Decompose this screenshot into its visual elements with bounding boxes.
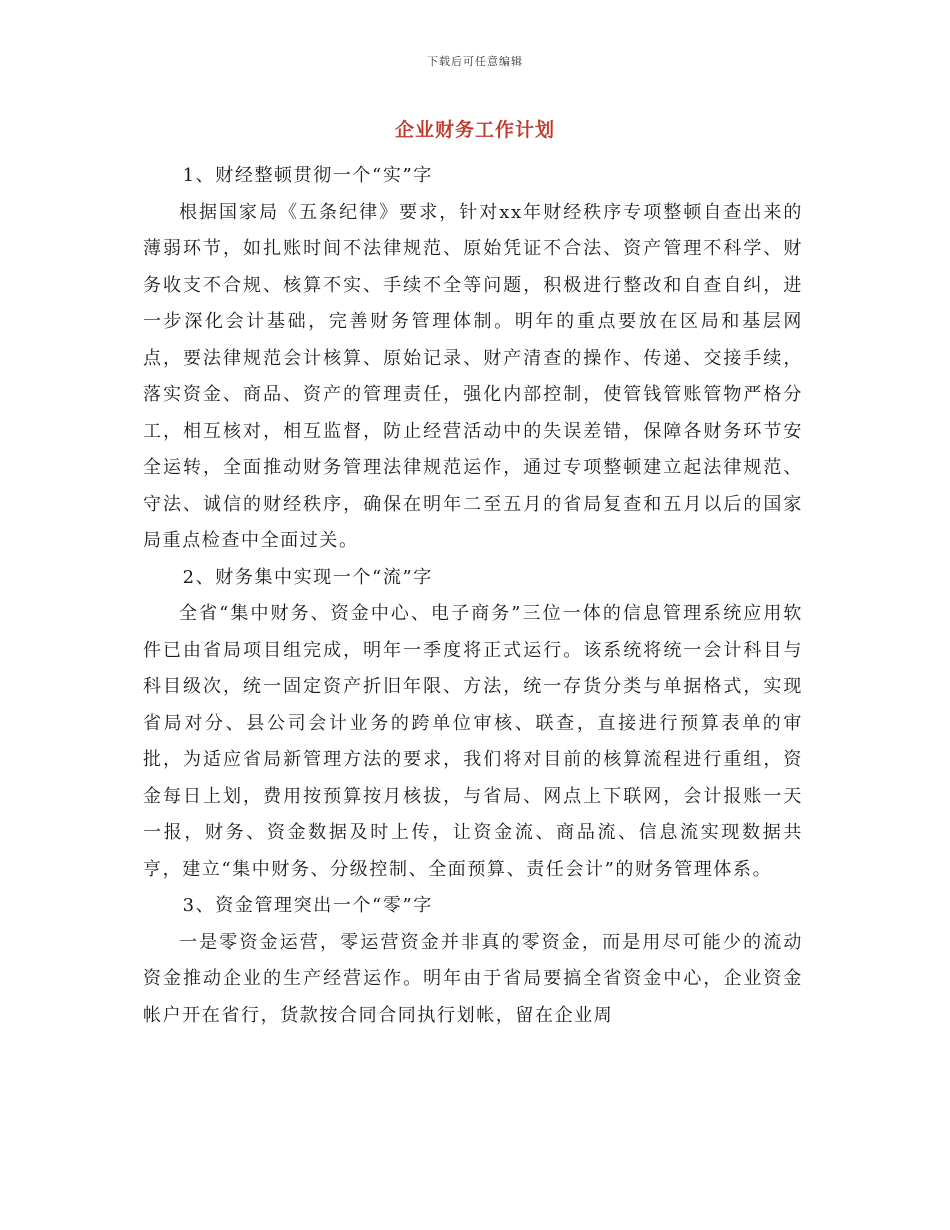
document-title: 企业财务工作计划	[394, 119, 555, 141]
section-heading-1: 1、财经整顿贯彻一个“实”字	[182, 165, 433, 186]
section-paragraph-2: 全省“集中财务、资金中心、电子商务”三位一体的信息管理系统应用软件已由省局项目组完成，明年一季度将正式运行。该系统将统一会计科目与科目级次，统一固定资产折旧年限、方法，统一存货分类与单据格式，实现省局对分、县公司会计业务的跨单位审核、联查，直接进行预算表单的审批，为适应省局新管理方法的要求，我们将对目前的核算流程进行重组，资金每日上划，费用按预算按月核拔，与省局、网点上下联网，会计报账一天一报，财务、资金数据及时上传，让资金流、商品流、信息流实现数据共亨，建立“集中财务、分级控制、全面预算、责任会计”的财务管理体系。	[143, 603, 803, 880]
section-paragraph-3: 一是零资金运营，零运营资金并非真的零资金，而是用尽可能少的流动资金推动企业的生产经营运作。明年由于省局要搞全省资金中心，企业资金帐户开在省行，货款按合同合同执行划帐，留在企业周	[143, 931, 803, 1026]
section-paragraph-1: 根据国家局《五条纪律》要求，针对xx年财经秩序专项整顿自查出来的薄弱环节，如扎账时间不法律规范、原始凭证不合法、资产管理不科学、财务收支不合规、核算不实、手续不全等问题，积极进行整改和自查自纠，进一步深化会计基础，完善财务管理体制。明年的重点要放在区局和基层网点，要法律规范会计核算、原始记录、财产清查的操作、传递、交接手续，落实资金、商品、资产的管理责任，强化内部控制，使管钱管账管物严格分工，相互核对，相互监督，防止经营活动中的失误差错，保障各财务环节安全运转，全面推动财务管理法律规范运作，通过专项整顿建立起法律规范、守法、诚信的财经秩序，确保在明年二至五月的省局复查和五月以后的国家局重点检查中全面过关。	[143, 201, 803, 551]
document-body	[143, 158, 803, 1034]
section-heading-3: 3、资金管理突出一个“零”字	[182, 895, 433, 916]
page-header-note: 下载后可任意编辑	[427, 55, 523, 68]
section-heading-2: 2、财务集中实现一个“流”字	[182, 566, 433, 588]
